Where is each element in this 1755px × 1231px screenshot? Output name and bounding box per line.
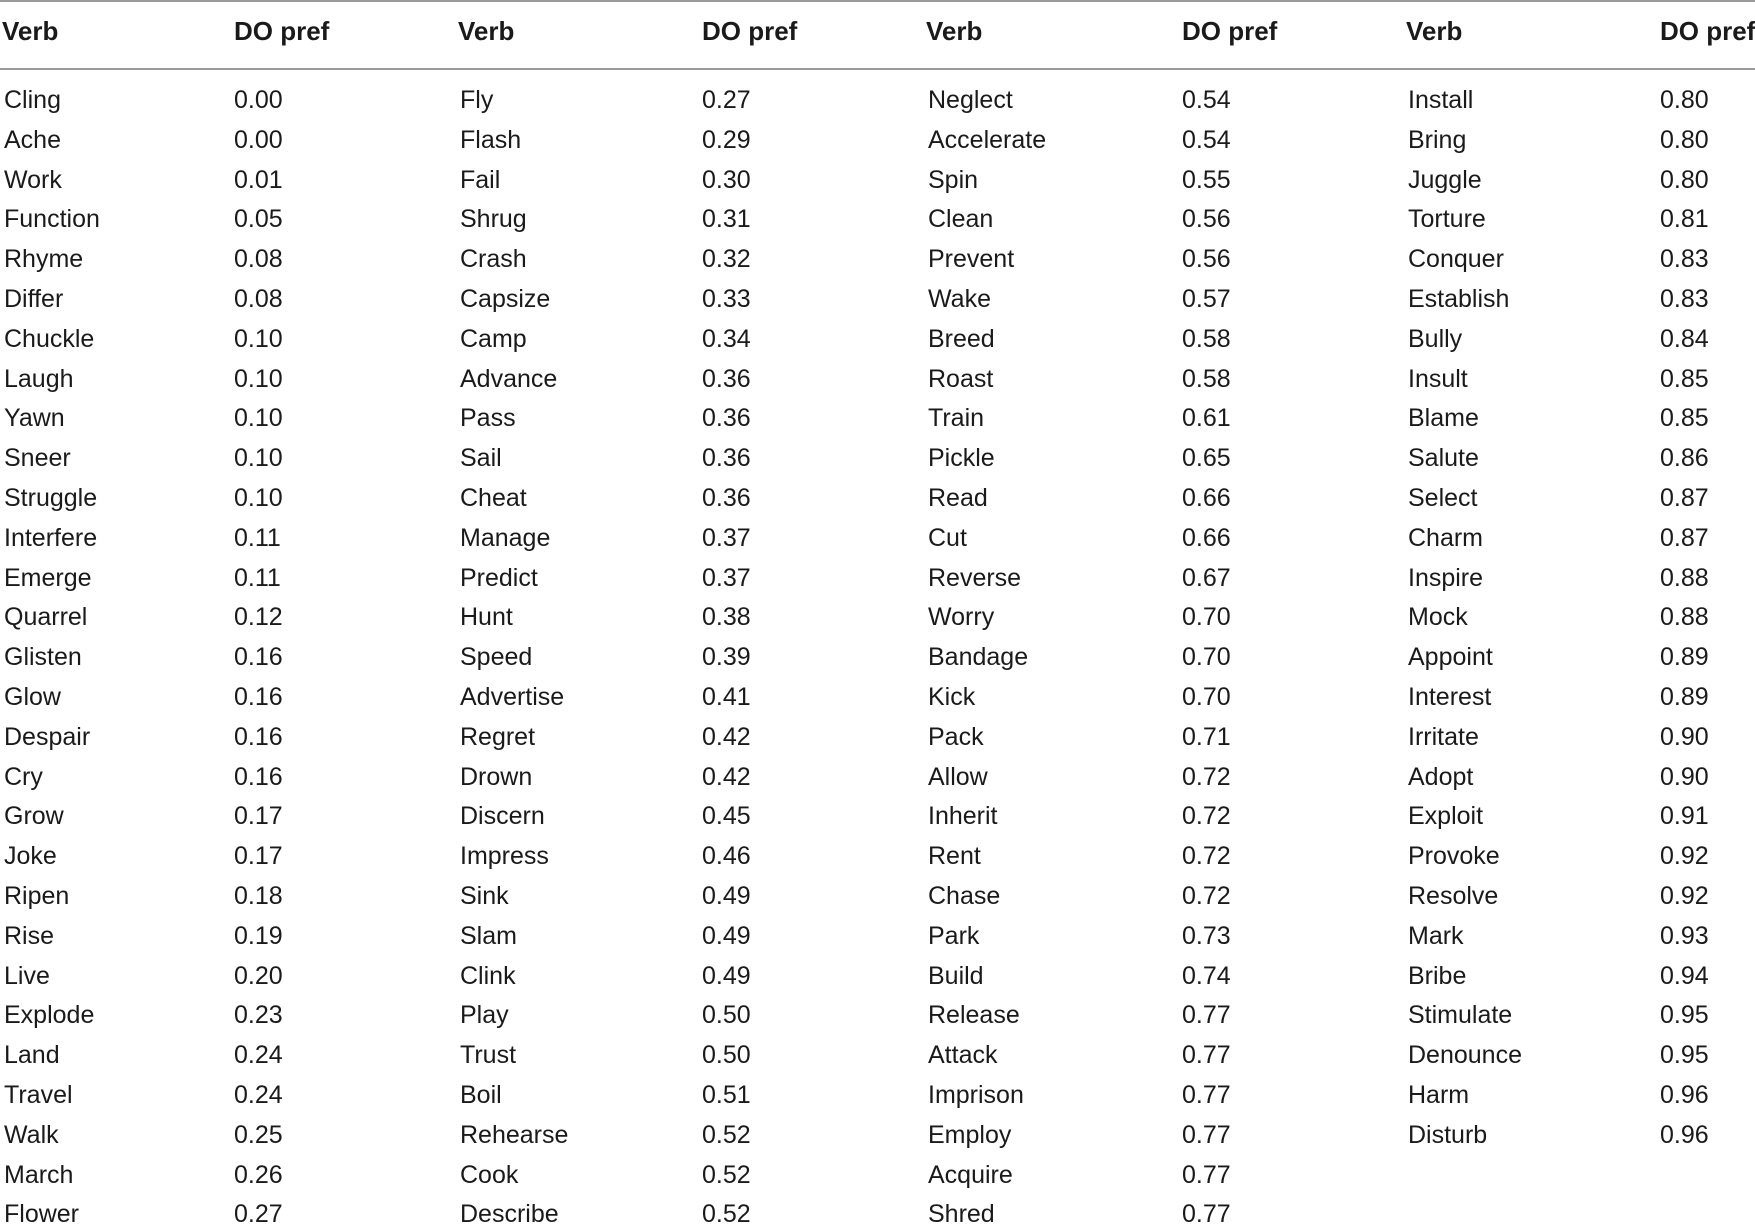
do-pref-cell: 0.49 <box>702 961 751 990</box>
verb-cell: Speed <box>460 643 533 672</box>
verb-cell: Conquer <box>1408 245 1504 274</box>
do-pref-cell: 0.72 <box>1182 882 1231 910</box>
verb-cell: Adopt <box>1408 762 1474 791</box>
do-pref-cell: 0.94 <box>1660 961 1709 990</box>
do-pref-cell: 0.88 <box>1660 603 1709 632</box>
do-pref-cell: 0.16 <box>234 683 283 711</box>
verb-cell: Drown <box>460 762 533 791</box>
verb-cell: Ache <box>4 125 61 154</box>
verb-cell: Flash <box>460 125 522 154</box>
verb-cell: Stimulate <box>1408 1001 1513 1030</box>
verb-cell: Bring <box>1408 125 1467 154</box>
do-pref-cell: 0.58 <box>1182 324 1231 353</box>
do-pref-cell: 0.36 <box>702 404 751 433</box>
do-pref-cell: 0.11 <box>234 523 281 552</box>
do-pref-cell: 0.95 <box>1660 1001 1709 1030</box>
header-do-pref-1: DO pref <box>234 16 330 46</box>
do-pref-cell: 0.77 <box>1182 1120 1231 1149</box>
verb-cell: Boil <box>460 1081 502 1109</box>
do-pref-cell: 0.89 <box>1660 683 1709 711</box>
verb-cell: Yawn <box>4 404 65 433</box>
do-pref-cell: 0.36 <box>702 364 751 393</box>
verb-cell: Neglect <box>928 86 1013 114</box>
verb-cell: Provoke <box>1408 842 1500 871</box>
do-pref-cell: 0.41 <box>702 683 751 711</box>
verb-cell: Build <box>928 961 984 990</box>
verb-cell: Camp <box>460 324 527 353</box>
do-pref-cell: 0.65 <box>1182 444 1231 473</box>
do-pref-cell: 0.66 <box>1182 523 1231 552</box>
do-pref-cell: 0.86 <box>1660 444 1709 473</box>
verb-cell: Juggle <box>1408 165 1482 194</box>
do-pref-cell: 0.61 <box>1182 404 1231 433</box>
do-pref-cell: 0.83 <box>1660 245 1709 274</box>
do-pref-cell: 0.33 <box>702 285 751 313</box>
verb-cell: Predict <box>460 563 538 592</box>
verb-cell: Breed <box>928 324 995 353</box>
do-pref-cell: 0.08 <box>234 245 283 274</box>
verb-cell: Flower <box>4 1200 80 1229</box>
verb-cell: Release <box>928 1001 1020 1030</box>
do-pref-cell: 0.29 <box>702 125 751 154</box>
verb-cell: Clink <box>460 961 516 990</box>
verb-cell: Differ <box>4 285 64 313</box>
do-pref-cell: 0.73 <box>1182 921 1231 950</box>
do-pref-cell: 0.37 <box>702 523 751 552</box>
verb-cell: Cook <box>460 1160 519 1189</box>
verb-cell: Bully <box>1408 324 1463 353</box>
verb-cell: Torture <box>1408 205 1486 234</box>
do-pref-cell: 0.80 <box>1660 165 1709 194</box>
verb-cell: Prevent <box>928 245 1015 274</box>
verb-cell: Blame <box>1408 404 1479 433</box>
do-pref-cell: 0.36 <box>702 444 751 473</box>
table-top-rule <box>0 0 1755 2</box>
do-pref-cell: 0.01 <box>234 165 283 194</box>
verb-cell: Pass <box>460 404 516 433</box>
verb-cell: Rhyme <box>4 245 84 274</box>
verb-cell: Describe <box>460 1200 559 1229</box>
verb-cell: Glow <box>4 683 61 711</box>
verb-cell: Chase <box>928 882 1001 910</box>
do-pref-cell: 0.96 <box>1660 1120 1709 1149</box>
verb-cell: Reverse <box>928 563 1022 592</box>
verb-cell: Pickle <box>928 444 995 473</box>
do-pref-cell: 0.56 <box>1182 245 1231 274</box>
verb-cell: Despair <box>4 722 91 751</box>
verb-cell: Disturb <box>1408 1120 1488 1149</box>
do-pref-cell: 0.24 <box>234 1041 283 1070</box>
do-pref-cell: 0.52 <box>702 1160 751 1189</box>
do-pref-cell: 0.49 <box>702 921 751 950</box>
do-pref-cell: 0.42 <box>702 722 751 751</box>
verb-cell: Rise <box>4 921 55 950</box>
verb-cell: Exploit <box>1408 802 1484 831</box>
do-pref-cell: 0.70 <box>1182 603 1231 632</box>
verb-cell: Allow <box>928 762 988 791</box>
verb-cell: Interfere <box>4 523 98 552</box>
do-pref-cell: 0.26 <box>234 1160 283 1189</box>
verb-cell: Kick <box>928 683 976 711</box>
do-pref-cell: 0.05 <box>234 205 283 234</box>
verb-cell: Spin <box>928 165 979 194</box>
do-pref-cell: 0.38 <box>702 603 751 632</box>
do-pref-cell: 0.50 <box>702 1001 751 1030</box>
do-pref-cell: 0.00 <box>234 125 283 154</box>
verb-cell: Bandage <box>928 643 1029 672</box>
do-pref-cell: 0.10 <box>234 324 283 353</box>
verb-cell: Read <box>928 484 988 512</box>
do-pref-cell: 0.66 <box>1182 484 1231 512</box>
do-pref-cell: 0.31 <box>702 205 751 234</box>
verb-cell: Charm <box>1408 523 1484 552</box>
verb-cell: Quarrel <box>4 603 88 632</box>
do-pref-cell: 0.50 <box>702 1041 751 1070</box>
verb-cell: Establish <box>1408 285 1510 313</box>
do-pref-cell: 0.92 <box>1660 842 1709 871</box>
verb-cell: Fail <box>460 165 501 194</box>
verb-cell: Ripen <box>4 882 70 910</box>
verb-cell: Park <box>928 921 980 950</box>
do-pref-cell: 0.17 <box>234 802 283 831</box>
verb-cell: Employ <box>928 1120 1012 1149</box>
verb-cell: Shred <box>928 1200 995 1229</box>
do-pref-cell: 0.72 <box>1182 762 1231 791</box>
verb-cell: Manage <box>460 523 551 552</box>
verb-cell: Inspire <box>1408 563 1484 592</box>
verb-cell: Advertise <box>460 683 565 711</box>
verb-cell: Struggle <box>4 484 98 512</box>
verb-cell: Travel <box>4 1081 73 1109</box>
do-pref-cell: 0.17 <box>234 842 283 871</box>
verb-cell: Interest <box>1408 683 1492 711</box>
verb-cell: Advance <box>460 364 558 393</box>
verb-cell: Wake <box>928 285 991 313</box>
do-pref-cell: 0.54 <box>1182 125 1231 154</box>
do-pref-cell: 0.57 <box>1182 285 1231 313</box>
verb-cell: Impress <box>460 842 549 871</box>
verb-cell: Land <box>4 1041 60 1070</box>
do-pref-cell: 0.95 <box>1660 1041 1709 1070</box>
verb-cell: Sneer <box>4 444 71 473</box>
verb-cell: Sink <box>460 882 509 910</box>
verb-cell: Cry <box>4 762 43 791</box>
header-verb-3: Verb <box>926 16 983 46</box>
do-pref-cell: 0.00 <box>234 86 283 114</box>
do-pref-cell: 0.11 <box>234 563 281 592</box>
do-pref-cell: 0.88 <box>1660 563 1709 592</box>
do-pref-cell: 0.83 <box>1660 285 1709 313</box>
do-pref-cell: 0.77 <box>1182 1001 1231 1030</box>
do-pref-cell: 0.42 <box>702 762 751 791</box>
do-pref-cell: 0.52 <box>702 1200 751 1229</box>
do-pref-cell: 0.91 <box>1660 802 1709 831</box>
verb-cell: Irritate <box>1408 722 1479 751</box>
verb-cell: Attack <box>928 1041 998 1070</box>
verb-cell: Insult <box>1408 364 1468 393</box>
verb-cell: Explode <box>4 1001 95 1030</box>
do-pref-cell: 0.46 <box>702 842 751 871</box>
do-pref-cell: 0.67 <box>1182 563 1231 592</box>
verb-cell: Accelerate <box>928 125 1047 154</box>
do-pref-cell: 0.96 <box>1660 1081 1709 1109</box>
verb-cell: Laugh <box>4 364 74 393</box>
do-pref-cell: 0.39 <box>702 643 751 672</box>
do-pref-cell: 0.54 <box>1182 86 1231 114</box>
do-pref-cell: 0.10 <box>234 484 283 512</box>
do-pref-cell: 0.55 <box>1182 165 1231 194</box>
do-pref-cell: 0.10 <box>234 444 283 473</box>
do-pref-cell: 0.70 <box>1182 643 1231 672</box>
verb-cell: Pack <box>928 722 984 751</box>
do-pref-cell: 0.12 <box>234 603 283 632</box>
do-pref-cell: 0.89 <box>1660 643 1709 672</box>
verb-cell: Resolve <box>1408 882 1499 910</box>
verb-cell: Cling <box>4 86 61 114</box>
do-pref-cell: 0.08 <box>234 285 283 313</box>
do-pref-cell: 0.49 <box>702 882 751 910</box>
do-pref-cell: 0.77 <box>1182 1200 1231 1229</box>
verb-cell: Sail <box>460 444 502 473</box>
do-pref-cell: 0.56 <box>1182 205 1231 234</box>
verb-cell: Harm <box>1408 1081 1470 1109</box>
header-verb-2: Verb <box>458 16 515 46</box>
verb-cell: March <box>4 1160 74 1189</box>
do-pref-cell: 0.74 <box>1182 961 1231 990</box>
do-pref-cell: 0.16 <box>234 722 283 751</box>
do-pref-cell: 0.16 <box>234 762 283 791</box>
do-pref-cell: 0.87 <box>1660 523 1709 552</box>
do-pref-cell: 0.30 <box>702 165 751 194</box>
do-pref-cell: 0.20 <box>234 961 283 990</box>
do-pref-cell: 0.77 <box>1182 1041 1231 1070</box>
header-do-pref-2: DO pref <box>702 16 798 46</box>
verb-cell: Slam <box>460 921 517 950</box>
do-pref-cell: 0.77 <box>1182 1160 1231 1189</box>
do-pref-cell: 0.92 <box>1660 882 1709 910</box>
do-pref-cell: 0.32 <box>702 245 751 274</box>
verb-cell: Regret <box>460 722 536 751</box>
verb-cell: Mark <box>1408 921 1464 950</box>
verb-cell: Crash <box>460 245 527 274</box>
do-pref-cell: 0.37 <box>702 563 751 592</box>
verb-cell: Discern <box>460 802 545 831</box>
do-pref-cell: 0.87 <box>1660 484 1709 512</box>
header-do-pref-3: DO pref <box>1182 16 1278 46</box>
verb-cell: Mock <box>1408 603 1468 632</box>
verb-cell: Install <box>1408 86 1474 114</box>
verb-cell: Work <box>4 165 62 194</box>
do-pref-cell: 0.27 <box>702 86 751 114</box>
do-pref-cell: 0.81 <box>1660 205 1709 234</box>
do-pref-cell: 0.58 <box>1182 364 1231 393</box>
verb-cell: Hunt <box>460 603 513 632</box>
do-pref-cell: 0.80 <box>1660 86 1709 114</box>
do-pref-cell: 0.10 <box>234 404 283 433</box>
do-pref-cell: 0.52 <box>702 1120 751 1149</box>
do-pref-cell: 0.84 <box>1660 324 1709 353</box>
verb-cell: Capsize <box>460 285 551 313</box>
verb-cell: Chuckle <box>4 324 95 353</box>
do-pref-cell: 0.19 <box>234 921 283 950</box>
verb-cell: Rehearse <box>460 1120 569 1149</box>
verb-cell: Fly <box>460 86 494 114</box>
do-pref-cell: 0.90 <box>1660 762 1709 791</box>
verb-cell: Acquire <box>928 1160 1013 1189</box>
do-pref-cell: 0.80 <box>1660 125 1709 154</box>
do-pref-cell: 0.93 <box>1660 921 1709 950</box>
verb-cell: Grow <box>4 802 64 831</box>
verb-cell: Inherit <box>928 802 998 831</box>
do-pref-cell: 0.36 <box>702 484 751 512</box>
verb-cell: Roast <box>928 364 994 393</box>
do-pref-cell: 0.72 <box>1182 842 1231 871</box>
verb-cell: Clean <box>928 205 994 234</box>
verb-cell: Worry <box>928 603 995 632</box>
do-pref-cell: 0.72 <box>1182 802 1231 831</box>
table-header-rule <box>0 68 1755 70</box>
do-pref-cell: 0.51 <box>702 1081 751 1109</box>
verb-cell: Function <box>4 205 100 234</box>
do-pref-cell: 0.16 <box>234 643 283 672</box>
do-pref-cell: 0.77 <box>1182 1081 1231 1109</box>
do-pref-cell: 0.85 <box>1660 404 1709 433</box>
header-verb-1: Verb <box>2 16 59 46</box>
do-pref-cell: 0.27 <box>234 1200 283 1229</box>
do-pref-cell: 0.71 <box>1182 722 1231 751</box>
do-pref-cell: 0.34 <box>702 324 751 353</box>
verb-cell: Cut <box>928 523 967 552</box>
header-verb-4: Verb <box>1406 16 1463 46</box>
do-pref-cell: 0.70 <box>1182 683 1231 711</box>
verb-cell: Trust <box>460 1041 517 1070</box>
verb-cell: Denounce <box>1408 1041 1522 1070</box>
verb-cell: Emerge <box>4 563 92 592</box>
header-do-pref-4: DO pref <box>1660 16 1755 46</box>
verb-cell: Salute <box>1408 444 1479 473</box>
verb-cell: Imprison <box>928 1081 1024 1109</box>
do-pref-cell: 0.24 <box>234 1081 283 1109</box>
verb-cell: Live <box>4 961 50 990</box>
verb-cell: Rent <box>928 842 981 871</box>
verb-cell: Shrug <box>460 205 527 234</box>
do-pref-cell: 0.23 <box>234 1001 283 1030</box>
verb-cell: Play <box>460 1001 509 1030</box>
verb-cell: Glisten <box>4 643 82 672</box>
do-pref-cell: 0.45 <box>702 802 751 831</box>
do-pref-cell: 0.18 <box>234 882 283 910</box>
do-pref-cell: 0.25 <box>234 1120 283 1149</box>
verb-cell: Train <box>928 404 985 433</box>
verb-cell: Walk <box>4 1120 59 1149</box>
verb-cell: Appoint <box>1408 643 1493 672</box>
do-pref-cell: 0.85 <box>1660 364 1709 393</box>
verb-cell: Bribe <box>1408 961 1467 990</box>
do-pref-cell: 0.10 <box>234 364 283 393</box>
verb-cell: Cheat <box>460 484 527 512</box>
do-pref-cell: 0.90 <box>1660 722 1709 751</box>
verb-cell: Select <box>1408 484 1478 512</box>
verb-cell: Joke <box>4 842 57 871</box>
